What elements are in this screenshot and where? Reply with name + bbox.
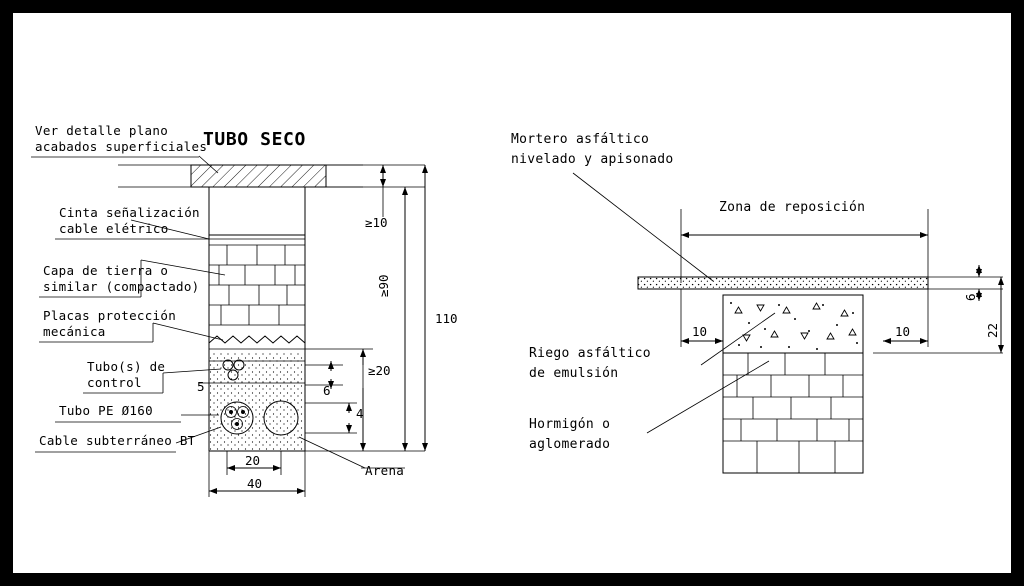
- label-text: Riego asfáltico: [529, 346, 651, 361]
- dim-4: 4: [356, 406, 364, 421]
- label-text: aglomerado: [529, 437, 611, 452]
- label-riego: [529, 346, 651, 381]
- label-text: Placas protección: [43, 308, 177, 323]
- dim-r6: 6: [963, 293, 978, 301]
- label-tubo-pe: [55, 403, 181, 422]
- label-text: Capa de tierra o: [43, 263, 169, 278]
- dim-r10-left: 10: [692, 324, 708, 339]
- label-ver-detalle: [31, 123, 207, 157]
- label-text: similar (compactado): [43, 279, 200, 294]
- label-text: Ver detalle plano: [35, 123, 169, 138]
- label-cable-bt: [35, 433, 196, 452]
- dim-6: 6: [323, 383, 331, 398]
- right-pavement-section: [511, 132, 1003, 473]
- left-diagram-title: TUBO SECO: [203, 129, 306, 150]
- label-mortero: [511, 132, 674, 167]
- label-text: cable elétrico: [59, 221, 169, 236]
- dim-ge10: ≥10: [365, 215, 388, 230]
- label-text: mecánica: [43, 324, 106, 339]
- label-text: Cable subterráneo BT: [39, 433, 196, 448]
- dim-5: 5: [197, 379, 205, 394]
- label-capa-tierra: [39, 260, 200, 297]
- label-text: Arena: [365, 463, 405, 478]
- drawing-sheet: [13, 13, 1011, 573]
- label-cinta: [55, 205, 209, 239]
- label-arena: [361, 463, 405, 478]
- label-text: Hormigón o: [529, 417, 611, 432]
- label-text: Cinta señalización: [59, 205, 200, 220]
- label-zona-reposicion: Zona de reposición: [719, 200, 866, 215]
- label-text: acabados superficiales: [35, 139, 208, 154]
- dim-ge20: ≥20: [368, 363, 391, 378]
- left-trench-section: [31, 123, 458, 497]
- label-text: de emulsión: [529, 366, 619, 381]
- label-text: Tubo(s) de: [87, 359, 166, 374]
- dim-20: 20: [245, 453, 261, 468]
- label-tubos-control: [83, 359, 165, 393]
- dim-ge90: ≥90: [376, 274, 391, 297]
- label-text: nivelado y apisonado: [511, 152, 674, 167]
- label-text: Tubo PE Ø160: [59, 403, 153, 418]
- dim-r10-right: 10: [895, 324, 911, 339]
- label-text: control: [87, 375, 142, 390]
- label-hormigon: [529, 417, 610, 452]
- dim-r22: 22: [985, 322, 1000, 338]
- technical-drawing: [13, 13, 1011, 573]
- label-text: Mortero asfáltico: [511, 132, 650, 147]
- dim-40: 40: [247, 476, 263, 491]
- dim-110: 110: [435, 311, 458, 326]
- label-placas: [39, 308, 176, 342]
